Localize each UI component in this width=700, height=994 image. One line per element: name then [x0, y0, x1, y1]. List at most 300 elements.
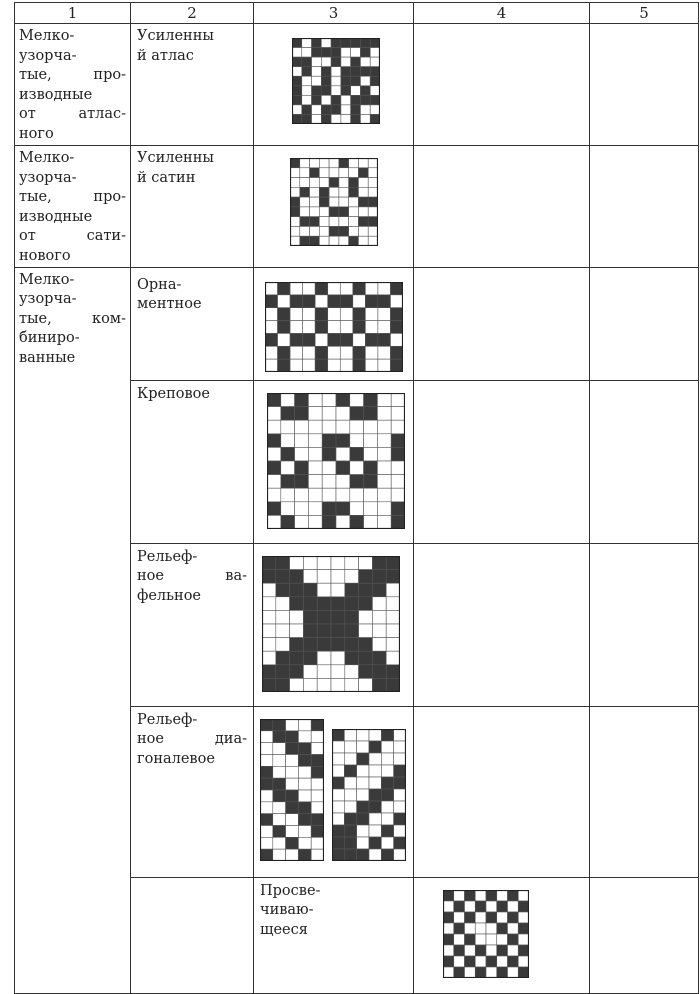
weave-cell — [372, 556, 386, 570]
weave-cell — [381, 825, 393, 837]
weave-cell — [319, 226, 329, 236]
weave-name-cell — [131, 543, 254, 706]
weave-cell — [341, 57, 351, 67]
weave-cell — [486, 956, 497, 967]
weave-cell — [262, 556, 276, 570]
weave-cell — [345, 678, 359, 692]
weave-cell — [475, 934, 486, 945]
weave-cell — [273, 801, 286, 813]
weave-cell — [353, 320, 366, 333]
weave-cell — [310, 178, 320, 188]
weave-cell — [391, 474, 405, 488]
weave-cell — [332, 849, 344, 861]
weave-cell — [298, 849, 311, 861]
weave-cell — [350, 501, 364, 515]
weave-cell — [317, 664, 331, 678]
weave-cell — [365, 346, 378, 359]
weave-cell — [369, 765, 381, 777]
weave-cell — [281, 461, 295, 475]
group-cell-blank — [131, 877, 254, 993]
pattern-cell — [254, 543, 414, 706]
weave-cell — [295, 488, 309, 502]
weave-cell — [308, 447, 322, 461]
weave-cell — [278, 333, 291, 346]
weave-cell — [260, 778, 273, 790]
diagonal-relief-weave-pattern-left-icon — [260, 719, 324, 861]
group-line: узорча- — [19, 169, 77, 186]
weave-cell — [311, 719, 324, 731]
weave-cell — [364, 406, 378, 420]
weave-cell — [332, 825, 344, 837]
weave-cell — [359, 624, 373, 638]
header-col-2: 2 — [131, 3, 254, 24]
weave-cell — [273, 754, 286, 766]
weave-cell — [391, 515, 405, 529]
weave-cell — [262, 651, 276, 665]
weave-cell — [351, 76, 361, 86]
weave-cell — [340, 282, 353, 295]
weave-cell — [465, 912, 476, 923]
weave-cell — [292, 114, 302, 124]
weave-table — [14, 2, 699, 994]
empty-cell-col5 — [590, 543, 699, 706]
weave-cell — [349, 168, 359, 178]
empty-cell-col5 — [590, 146, 699, 268]
weave-cell — [391, 393, 405, 407]
weave-cell — [267, 393, 281, 407]
weave-cell — [286, 754, 299, 766]
weave-cell — [497, 890, 508, 901]
weave-cell — [497, 923, 508, 934]
weave-cell — [359, 583, 373, 597]
weave-cell — [322, 433, 336, 447]
weave-cell — [336, 433, 350, 447]
weave-cell — [260, 719, 273, 731]
crepe-weave-pattern-icon — [267, 393, 405, 529]
weave-name-line: ное диа- — [137, 731, 247, 748]
weave-cell — [454, 912, 465, 923]
weave-cell — [303, 624, 317, 638]
weave-cell — [319, 178, 329, 188]
weave-cell — [315, 282, 328, 295]
weave-cell — [381, 789, 393, 801]
weave-cell — [443, 923, 454, 934]
weave-cell — [391, 447, 405, 461]
weave-cell — [364, 420, 378, 434]
weave-cell — [328, 282, 341, 295]
weave-cell — [357, 849, 369, 861]
weave-cell — [381, 849, 393, 861]
ornamental-weave-pattern-icon — [265, 282, 403, 372]
group-line: тые, про- — [19, 67, 126, 84]
weave-cell — [267, 447, 281, 461]
weave-cell — [311, 778, 324, 790]
weave-cell — [390, 282, 403, 295]
weave-name-cell — [131, 706, 254, 877]
weave-cell — [394, 729, 406, 741]
weave-cell — [262, 569, 276, 583]
weave-cell — [281, 420, 295, 434]
weave-cell — [368, 168, 378, 178]
weave-cell — [308, 433, 322, 447]
weave-cell — [260, 754, 273, 766]
weave-cell — [278, 320, 291, 333]
weave-cell — [273, 849, 286, 861]
weave-cell — [377, 393, 391, 407]
weave-cell — [372, 583, 386, 597]
weave-cell — [303, 678, 317, 692]
weave-cell — [381, 753, 393, 765]
weave-cell — [368, 187, 378, 197]
weave-cell — [344, 741, 356, 753]
weave-cell — [310, 217, 320, 227]
weave-cell — [508, 890, 519, 901]
weave-cell — [265, 346, 278, 359]
weave-cell — [336, 515, 350, 529]
weave-name-line: ментное — [137, 296, 202, 313]
weave-cell — [339, 178, 349, 188]
weave-cell — [339, 217, 349, 227]
weave-name-line: Усиленны — [137, 150, 214, 166]
weave-cell — [265, 307, 278, 320]
weave-cell — [336, 461, 350, 475]
weave-cell — [345, 624, 359, 638]
weave-cell — [267, 420, 281, 434]
group-line: тые, про- — [19, 189, 126, 206]
weave-cell — [267, 433, 281, 447]
weave-cell — [319, 217, 329, 227]
weave-cell — [497, 956, 508, 967]
weave-cell — [331, 569, 345, 583]
weave-cell — [344, 849, 356, 861]
weave-cell — [262, 637, 276, 651]
weave-cell — [386, 596, 400, 610]
weave-cell — [300, 187, 310, 197]
table-row — [15, 24, 699, 146]
weave-cell — [378, 282, 391, 295]
weave-cell — [290, 624, 304, 638]
weave-cell — [262, 610, 276, 624]
weave-cell — [332, 765, 344, 777]
weave-cell — [317, 556, 331, 570]
weave-cell — [390, 359, 403, 372]
weave-cell — [454, 967, 465, 978]
weave-cell — [369, 801, 381, 813]
header-col-3: 3 — [254, 3, 414, 24]
weave-cell — [465, 945, 476, 956]
weave-cell — [351, 67, 361, 77]
weave-cell — [351, 114, 361, 124]
weave-cell — [486, 901, 497, 912]
group-line: ного — [19, 125, 54, 142]
weave-cell — [350, 420, 364, 434]
table-row — [15, 146, 699, 268]
group-line: изводные — [19, 86, 93, 103]
weave-cell — [345, 556, 359, 570]
weave-cell — [312, 105, 322, 115]
weave-cell — [349, 197, 359, 207]
weave-cell — [386, 569, 400, 583]
weave-cell — [312, 48, 322, 58]
weave-cell — [340, 333, 353, 346]
weave-cell — [372, 596, 386, 610]
weave-cell — [290, 178, 300, 188]
weave-cell — [351, 95, 361, 105]
weave-cell — [341, 38, 351, 48]
weave-name-line: Рельеф- — [137, 711, 198, 728]
weave-cell — [322, 406, 336, 420]
weave-cell — [381, 765, 393, 777]
openwork-weave-pattern-icon — [443, 890, 529, 978]
weave-name-cell — [131, 267, 254, 380]
weave-cell — [260, 849, 273, 861]
weave-cell — [328, 333, 341, 346]
weave-cell — [308, 515, 322, 529]
weave-cell — [358, 217, 368, 227]
weave-cell — [465, 923, 476, 934]
weave-cell — [359, 651, 373, 665]
weave-cell — [262, 583, 276, 597]
weave-cell — [312, 95, 322, 105]
weave-cell — [518, 967, 529, 978]
weave-cell — [364, 393, 378, 407]
weave-cell — [303, 651, 317, 665]
weave-cell — [321, 95, 331, 105]
weave-cell — [340, 307, 353, 320]
weave-cell — [303, 610, 317, 624]
weave-cell — [302, 48, 312, 58]
weave-cell — [353, 282, 366, 295]
weave-cell — [311, 825, 324, 837]
weave-cell — [368, 236, 378, 246]
weave-cell — [290, 556, 304, 570]
weave-cell — [369, 741, 381, 753]
weave-cell — [475, 912, 486, 923]
weave-cell — [265, 359, 278, 372]
weave-cell — [350, 447, 364, 461]
weave-cell — [364, 488, 378, 502]
weave-name-line: щееся — [260, 921, 308, 938]
weave-cell — [329, 178, 339, 188]
weave-cell — [359, 678, 373, 692]
weave-cell — [339, 187, 349, 197]
weave-cell — [329, 207, 339, 217]
weave-cell — [329, 236, 339, 246]
weave-cell — [300, 236, 310, 246]
weave-cell — [290, 207, 300, 217]
weave-cell — [465, 967, 476, 978]
weave-cell — [339, 158, 349, 168]
weave-cell — [331, 38, 341, 48]
weave-cell — [339, 207, 349, 217]
weave-cell — [267, 515, 281, 529]
weave-cell — [443, 901, 454, 912]
weave-cell — [321, 67, 331, 77]
weave-cell — [359, 664, 373, 678]
group-line: Мелко- — [19, 271, 75, 288]
weave-cell — [290, 187, 300, 197]
weave-cell — [353, 346, 366, 359]
weave-cell — [377, 461, 391, 475]
weave-cell — [278, 282, 291, 295]
weave-cell — [302, 95, 312, 105]
weave-cell — [364, 447, 378, 461]
weave-cell — [351, 38, 361, 48]
weave-cell — [378, 346, 391, 359]
weave-cell — [298, 766, 311, 778]
weave-cell — [365, 333, 378, 346]
weave-cell — [391, 420, 405, 434]
weave-cell — [303, 664, 317, 678]
diagonal-relief-weave-pattern-right-icon — [332, 729, 406, 861]
weave-cell — [290, 359, 303, 372]
weave-cell — [360, 114, 370, 124]
weave-cell — [273, 825, 286, 837]
group-line: Мелко- — [19, 28, 75, 44]
weave-cell — [486, 967, 497, 978]
weave-cell — [298, 742, 311, 754]
weave-cell — [357, 729, 369, 741]
weave-cell — [319, 207, 329, 217]
weave-cell — [357, 753, 369, 765]
weave-cell — [332, 789, 344, 801]
weave-cell — [497, 912, 508, 923]
weave-cell — [312, 76, 322, 86]
weave-cell — [350, 461, 364, 475]
weave-name-cell — [131, 380, 254, 543]
weave-cell — [339, 226, 349, 236]
weave-cell — [359, 556, 373, 570]
weave-cell — [358, 168, 368, 178]
weave-cell — [298, 801, 311, 813]
weave-cell — [378, 359, 391, 372]
weave-cell — [295, 406, 309, 420]
weave-cell — [341, 95, 351, 105]
weave-cell — [364, 515, 378, 529]
weave-cell — [317, 583, 331, 597]
weave-cell — [508, 934, 519, 945]
weave-cell — [300, 168, 310, 178]
weave-cell — [394, 789, 406, 801]
weave-cell — [312, 38, 322, 48]
weave-cell — [378, 333, 391, 346]
weave-cell — [322, 447, 336, 461]
weave-cell — [358, 178, 368, 188]
weave-cell — [370, 114, 380, 124]
weave-cell — [290, 294, 303, 307]
weave-cell — [336, 406, 350, 420]
weave-cell — [508, 912, 519, 923]
weave-cell — [328, 346, 341, 359]
weave-cell — [394, 801, 406, 813]
weave-name-line: Рельеф- — [137, 548, 198, 565]
weave-cell — [365, 320, 378, 333]
weave-cell — [391, 461, 405, 475]
weave-cell — [321, 76, 331, 86]
weave-cell — [315, 346, 328, 359]
weave-cell — [353, 359, 366, 372]
weave-cell — [486, 934, 497, 945]
weave-cell — [292, 86, 302, 96]
weave-cell — [292, 48, 302, 58]
weave-cell — [292, 57, 302, 67]
weave-cell — [290, 236, 300, 246]
weave-cell — [290, 226, 300, 236]
weave-cell — [319, 158, 329, 168]
weave-cell — [465, 890, 476, 901]
weave-cell — [390, 320, 403, 333]
weave-cell — [321, 57, 331, 67]
weave-cell — [391, 501, 405, 515]
empty-cell-col4 — [414, 24, 590, 146]
weave-cell — [364, 474, 378, 488]
weave-cell — [329, 158, 339, 168]
weave-cell — [303, 307, 316, 320]
weave-cell — [358, 158, 368, 168]
weave-cell — [369, 777, 381, 789]
weave-cell — [308, 488, 322, 502]
weave-cell — [281, 501, 295, 515]
weave-cell — [336, 447, 350, 461]
weave-cell — [486, 912, 497, 923]
weave-cell — [378, 320, 391, 333]
weave-cell — [311, 742, 324, 754]
weave-cell — [278, 346, 291, 359]
weave-cell — [290, 678, 304, 692]
weave-cell — [286, 730, 299, 742]
weave-cell — [353, 307, 366, 320]
weave-cell — [298, 813, 311, 825]
weave-cell — [292, 38, 302, 48]
weave-cell — [276, 624, 290, 638]
weave-cell — [260, 730, 273, 742]
weave-cell — [273, 766, 286, 778]
weave-cell — [349, 187, 359, 197]
weave-cell — [360, 38, 370, 48]
weave-cell — [377, 433, 391, 447]
weave-cell — [454, 956, 465, 967]
weave-name-line: Усиленны — [137, 28, 214, 44]
weave-cell — [276, 637, 290, 651]
weave-cell — [394, 825, 406, 837]
weave-cell — [276, 678, 290, 692]
weave-cell — [331, 95, 341, 105]
weave-cell — [386, 678, 400, 692]
weave-cell — [369, 813, 381, 825]
weave-cell — [286, 837, 299, 849]
weave-cell — [319, 197, 329, 207]
empty-cell-col4 — [414, 543, 590, 706]
weave-cell — [340, 320, 353, 333]
weave-cell — [475, 923, 486, 934]
weave-cell — [518, 934, 529, 945]
weave-cell — [368, 217, 378, 227]
weave-name-line: Креповое — [137, 385, 210, 402]
weave-cell — [322, 488, 336, 502]
weave-cell — [302, 86, 312, 96]
weave-cell — [351, 48, 361, 58]
weave-name-cell — [131, 24, 254, 146]
weave-cell — [344, 789, 356, 801]
weave-cell — [386, 637, 400, 651]
weave-cell — [260, 766, 273, 778]
weave-cell — [303, 556, 317, 570]
reinforced-sateen-weave-pattern-icon — [290, 158, 378, 246]
weave-cell — [303, 333, 316, 346]
weave-cell — [332, 753, 344, 765]
weave-cell — [353, 333, 366, 346]
weave-cell — [341, 48, 351, 58]
